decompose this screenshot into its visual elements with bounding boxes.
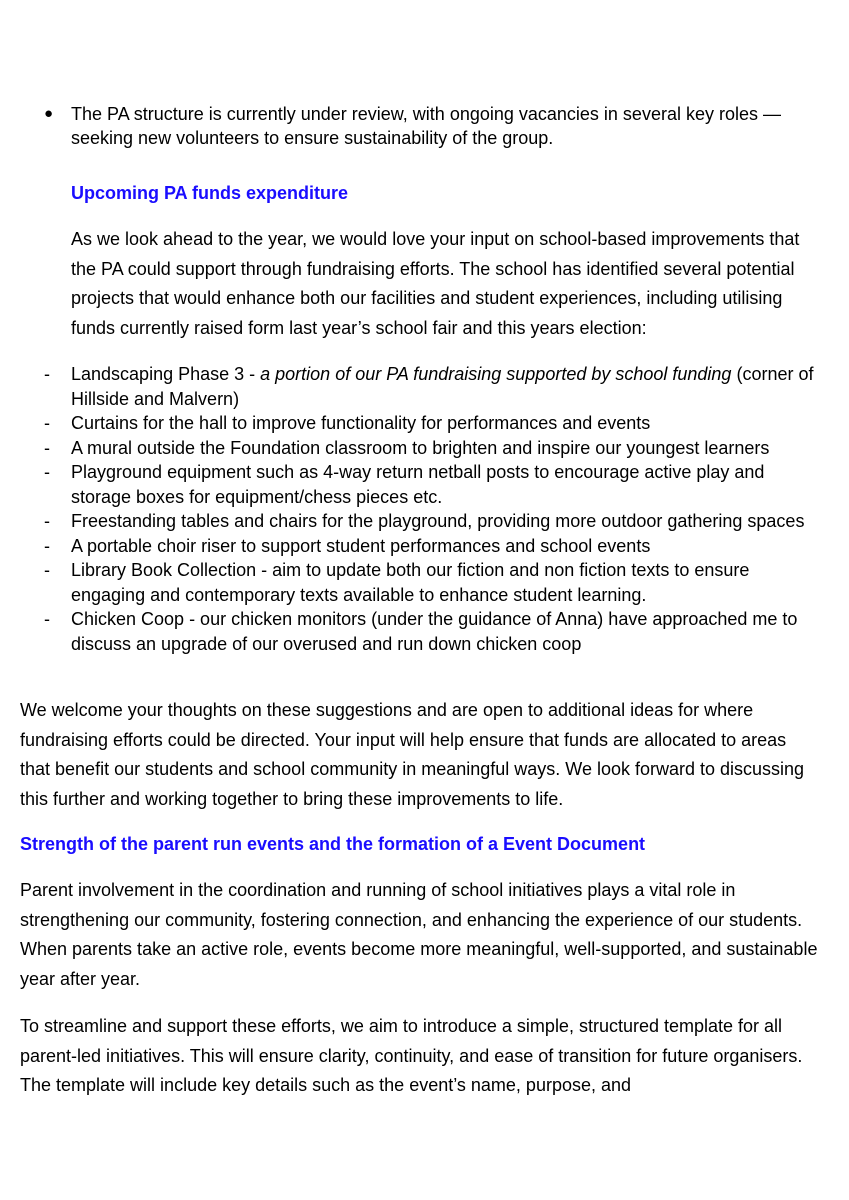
welcome-paragraph: We welcome your thoughts on these suggestions and are open to additional ideas for where fundraising efforts could be directed. Your input will help ensure that funds are allocated to areas that benefit our students and school community in meaningful ways. We look forward to discussing this further and working together to bring these improvements to life.	[20, 700, 805, 809]
pa-structure-text: The PA structure is currently under review, with ongoing vacancies in several key roles — seeking new volunteers to ensure sustainability of the group.	[71, 104, 781, 148]
list-item	[44, 509, 824, 534]
upcoming-funds-intro: As we look ahead to the year, we would love your input on school-based improvements that the PA could support through fundraising efforts. The school has identified several potential projects that would enhance both our facilities and student experiences, including utilising funds currently raised form last year’s school fair and this years election:	[71, 229, 800, 338]
dash-marker: -	[44, 413, 50, 433]
parent-events-heading: Strength of the parent run events and the formation of a Event Document	[20, 834, 646, 854]
project-list	[44, 362, 824, 656]
pa-structure-bullet	[44, 102, 824, 150]
dash-marker: -	[44, 462, 50, 482]
project-item-text: A portable choir riser to support student performances and school events	[71, 535, 651, 556]
project-item-text: Freestanding tables and chairs for the playground, providing more outdoor gathering spaces	[71, 511, 805, 531]
project-item-text: Library Book Collection - aim to update both our fiction and non fiction texts to ensure engaging and contemporary texts available to enhance student learning.	[71, 560, 750, 605]
bullet-marker: ●	[44, 105, 54, 122]
list-item	[44, 411, 824, 436]
project-item-text: Curtains for the hall to improve functionality for performances and events	[71, 413, 651, 433]
dash-marker: -	[44, 560, 50, 580]
dash-marker: -	[44, 535, 50, 556]
template-paragraph: To streamline and support these efforts, we aim to introduce a simple, structured template for all parent-led initiatives. This will ensure clarity, continuity, and ease of transition for future organisers. The template will include key details such as the event’s name, purpose, and	[20, 1016, 803, 1095]
list-item	[44, 460, 824, 509]
project-item-text: Chicken Coop - our chicken monitors (under the guidance of Anna) have approached me to discuss an upgrade of our overused and run down chicken coop	[71, 609, 798, 654]
project-item-text: A mural outside the Foundation classroom to brighten and inspire our youngest learners	[71, 437, 770, 458]
list-item	[44, 607, 824, 656]
list-item	[44, 534, 824, 559]
list-item	[44, 436, 824, 461]
upcoming-funds-heading: Upcoming PA funds expenditure	[71, 183, 349, 203]
parent-involvement-paragraph: Parent involvement in the coordination and running of school initiatives plays a vital role in strengthening our community, fostering connection, and enhancing the experience of our students. When parents take an active role, events become more meaningful, well-supported, and sustainable year after year.	[20, 880, 818, 989]
dash-marker: -	[44, 437, 50, 458]
list-item	[44, 558, 824, 607]
list-item	[44, 362, 824, 411]
project-item-text: Playground equipment such as 4-way return netball posts to encourage active play and storage boxes for equipment/chess pieces etc.	[71, 462, 765, 507]
dash-marker: -	[44, 609, 50, 629]
landscaping-label: Landscaping Phase 3 -	[71, 364, 261, 384]
landscaping-location: (corner of Hillside and Malvern)	[71, 364, 814, 409]
dash-marker: -	[44, 364, 50, 384]
landscaping-item	[71, 362, 824, 411]
landscaping-italic-note: a portion of our PA fundraising supported by school funding	[260, 364, 732, 384]
dash-marker: -	[44, 511, 50, 531]
